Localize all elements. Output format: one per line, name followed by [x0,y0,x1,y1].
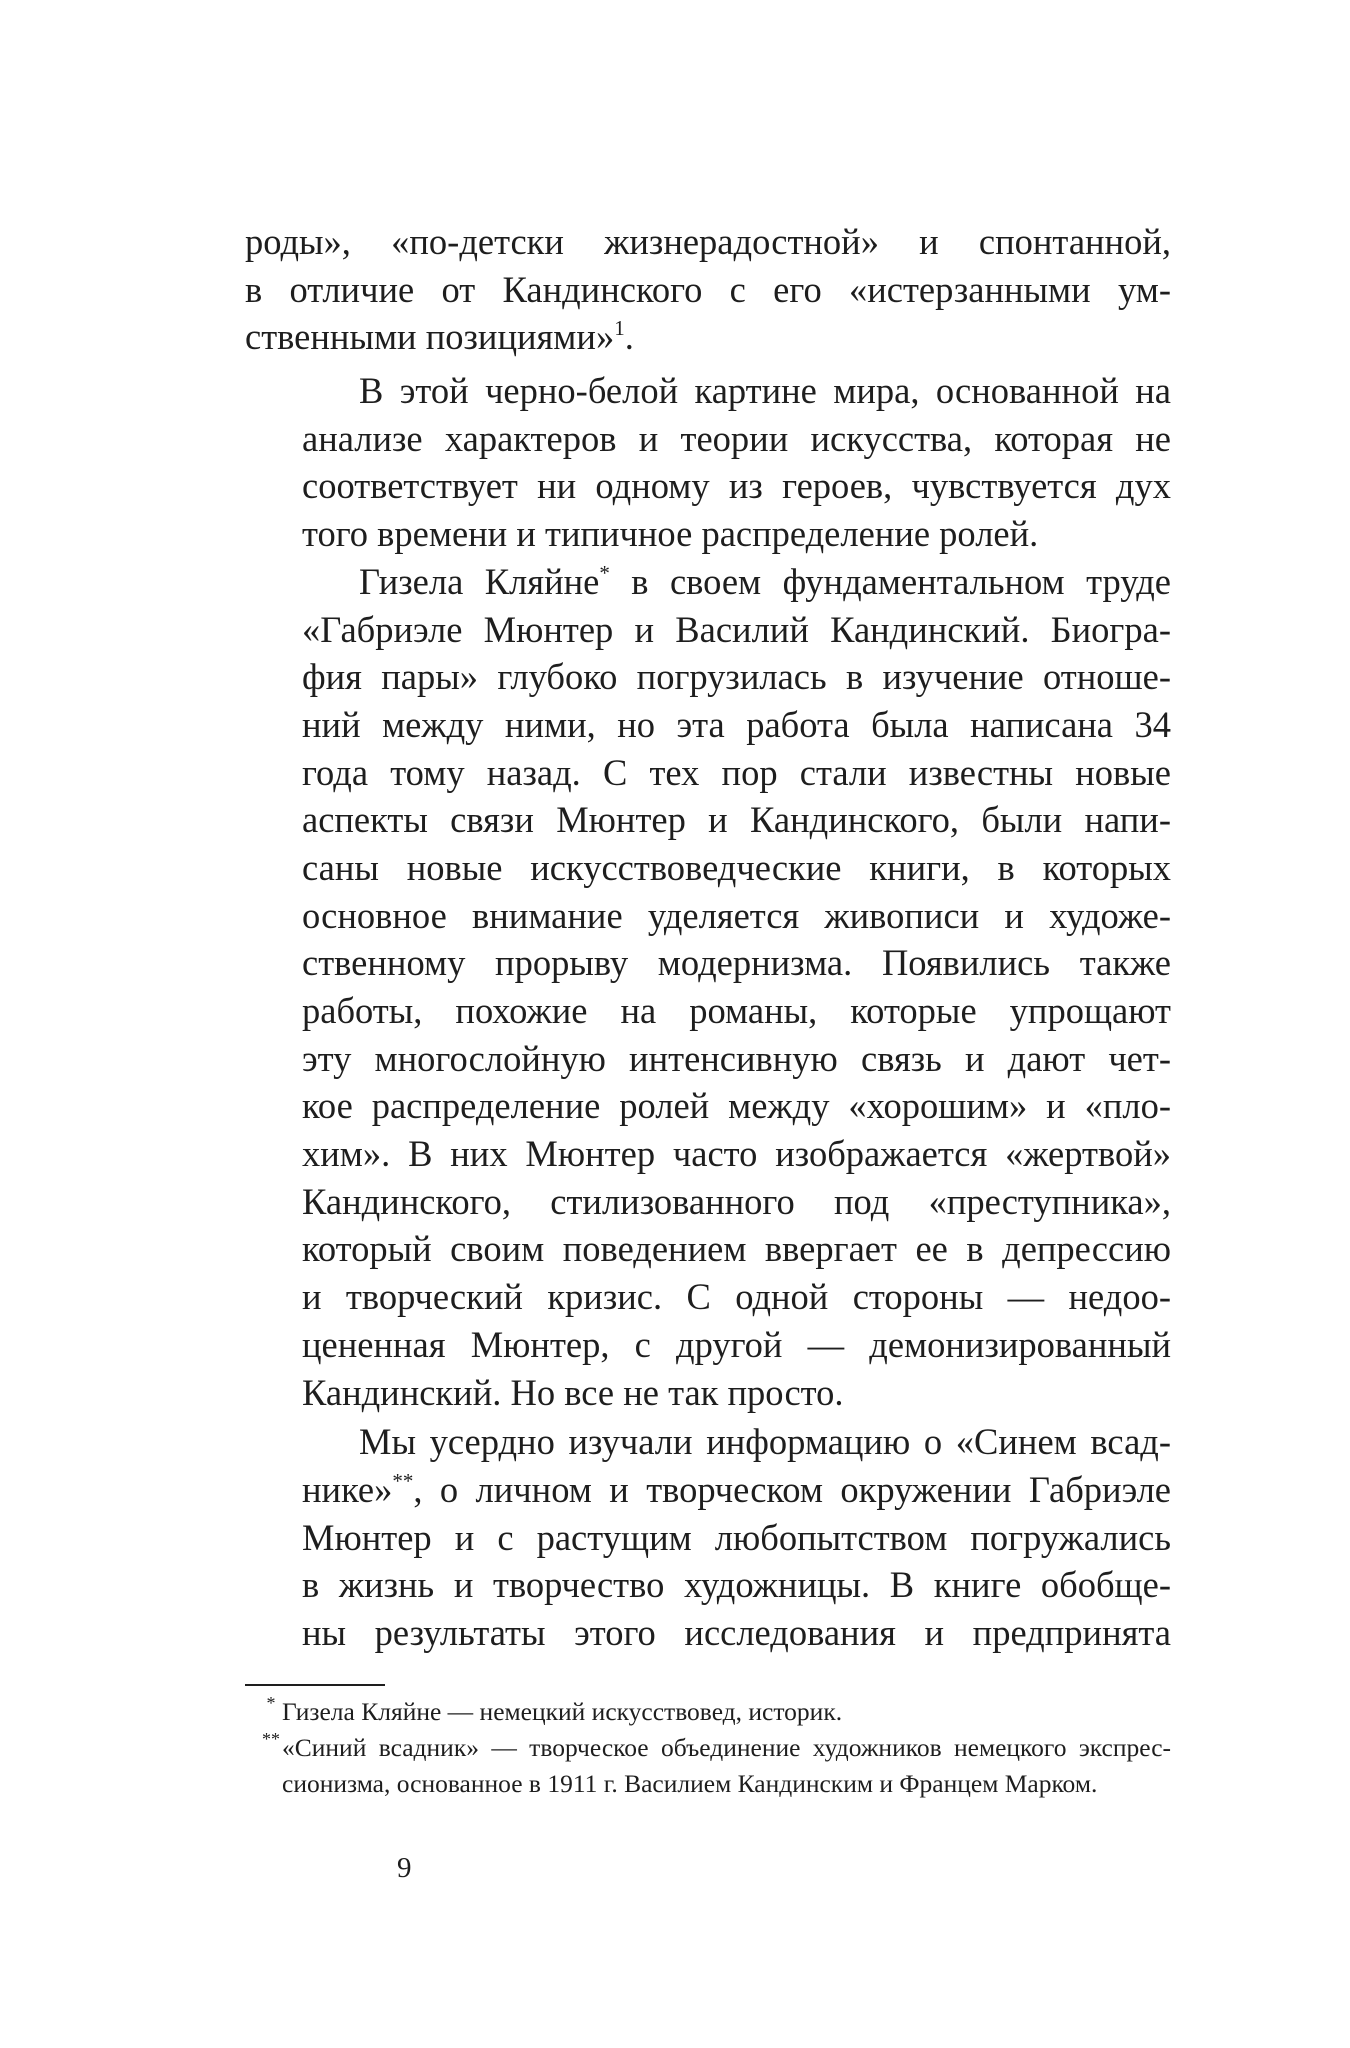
footnote-mark: * [266,1693,276,1713]
paragraph-1 [245,218,1171,361]
text-line: и творческий кризис. С одной стороны — недоо- [302,1276,1171,1318]
text-line: Кандинского, стилизованного под «преступника», [302,1180,1171,1222]
text-line [245,313,1171,361]
text-line: ны результаты этого исследования и предпринята [302,1611,1171,1653]
text-line: в жизнь и творчество художницы. В книге обобще- [302,1564,1171,1606]
text-segment: . [624,316,634,358]
endnote-reference: 1 [614,316,625,341]
text-line: роды», «по-детски жизнерадостной» и спонтанной, [245,221,1171,262]
footnote-mark: ** [262,1729,280,1749]
text-line: анализе характеров и теории искусства, которая не [302,417,1171,459]
paragraph-2 [245,367,1171,558]
page-number: 9 [397,1852,412,1884]
text-segment: , о личном и творческом окружении Габриэле [413,1468,1171,1510]
text-line: цененная Мюнтер, с другой — демонизированный [302,1323,1171,1365]
text-line: года тому назад. С тех пор стали известны новые [302,751,1171,793]
text-line: ственному прорыву модернизма. Появились также [302,942,1171,984]
text-line: хим». В них Мюнтер часто изображается «жертвой» [302,1133,1171,1175]
footnotes [245,1694,1171,1802]
text-line: соответствует ни одному из героев, чувствуется дух [302,465,1171,507]
text-line: который своим поведением ввергает ее в депрессию [302,1228,1171,1270]
text-line: аспекты связи Мюнтер и Кандинского, были напи- [302,799,1171,841]
text-line: работы, похожие на романы, которые упрощают [302,990,1171,1031]
text-line: кое распределение ролей между «хорошим» и «пло- [302,1085,1171,1127]
author-name: Гизела Кляйне [359,560,600,602]
footnote-2 [245,1730,1171,1802]
main-text [245,218,1171,1657]
text-line: В этой черно-белой картине мира, основанной на [359,370,1171,412]
text-line: Кандинский. Но все не так просто. [302,1371,844,1413]
text-line: «Габриэле Мюнтер и Василий Кандинский. Биогра- [302,608,1171,650]
text-line: основное внимание уделяется живописи и художе- [302,894,1171,936]
text-line: Мюнтер и с растущим любопытством погружались [302,1516,1171,1558]
text-line: в отличие от Кандинского с его «истерзанными ум- [245,268,1171,310]
footnote-line: сионизма, основанное в 1911 г. Василием Кандинским и Францем Марком. [282,1769,1098,1798]
text-line: эту многослойную интенсивную связь и дают чет- [302,1037,1171,1079]
footnote-line: Гизела Кляйне — немецкий искусствовед, историк. [282,1697,843,1726]
text-line [245,558,1171,606]
text-segment: нике» [302,1468,393,1510]
text-line: Мы усердно изучали информацию о «Синем всад- [359,1421,1171,1463]
footnote-line: «Синий всадник» — творческое объединение художников немецкого экспрес- [282,1733,1171,1762]
text-line: саны новые искусствоведческие книги, в которых [302,846,1171,888]
text-line: фия пары» глубоко погрузилась в изучение отноше- [302,656,1171,698]
paragraph-3 [245,558,1171,1416]
footnote-reference: * [599,560,610,585]
text-line: того времени и типичное распределение ролей. [302,513,1039,555]
footnote-1 [245,1694,1171,1730]
footnote-reference: ** [392,1468,414,1493]
text-segment: в своем фундаментальном труде [609,560,1171,602]
text-line [245,1466,1171,1514]
text-line: ний между ними, но эта работа была написана 34 [302,703,1171,745]
paragraph-4 [245,1418,1171,1656]
text-segment: ственными позициями» [245,316,615,358]
